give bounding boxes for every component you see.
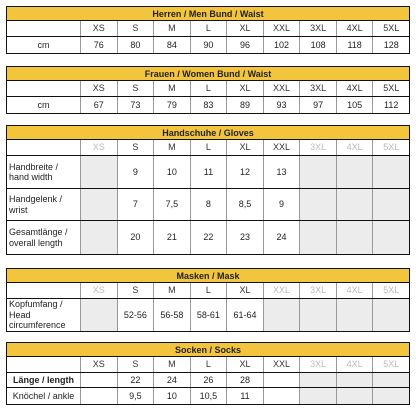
size-label: 5XL	[372, 357, 409, 372]
value-cell	[372, 156, 409, 188]
value-cell	[372, 373, 409, 387]
size-label: 4XL	[336, 21, 373, 36]
size-label: M	[153, 81, 190, 96]
masks-title: Masken / Mask	[7, 269, 409, 283]
size-label: XXL	[263, 21, 300, 36]
size-label: 3XL	[299, 21, 336, 36]
size-label: L	[190, 283, 227, 298]
value-cell: 11	[226, 388, 263, 404]
size-label: S	[117, 140, 154, 155]
value-cell	[372, 189, 409, 220]
value-cell: 97	[299, 97, 336, 113]
value-cell: 12	[226, 156, 263, 188]
value-cell	[299, 373, 336, 387]
size-label: XL	[226, 81, 263, 96]
value-cell: 93	[263, 97, 300, 113]
size-label: XXL	[263, 357, 300, 372]
value-cell	[80, 299, 117, 331]
row-label: cm	[37, 99, 50, 110]
header-blank	[7, 21, 80, 36]
header-blank	[7, 140, 80, 155]
socks-table	[6, 342, 410, 405]
size-label: S	[117, 283, 154, 298]
value-cell: 102	[263, 37, 300, 53]
size-label: XL	[226, 140, 263, 155]
size-label: 4XL	[336, 357, 373, 372]
women-waist-title: Frauen / Women Bund / Waist	[7, 67, 409, 81]
value-cell	[336, 388, 373, 404]
value-cell: 7	[117, 189, 154, 220]
value-cell	[336, 189, 373, 220]
value-cell	[263, 388, 300, 404]
size-header-row	[7, 81, 409, 97]
row-label: Gesamtlänge / overall length	[9, 227, 68, 248]
value-cell	[299, 221, 336, 254]
value-cell: 112	[372, 97, 409, 113]
gloves-table	[6, 125, 410, 255]
value-cell: 118	[336, 37, 373, 53]
value-cell	[299, 189, 336, 220]
value-cell: 128	[372, 37, 409, 53]
size-label: S	[117, 357, 154, 372]
value-cell: 83	[190, 97, 227, 113]
value-cell: 79	[153, 97, 190, 113]
size-label: XL	[226, 21, 263, 36]
size-label: L	[190, 81, 227, 96]
row-label: Kopfumfang / Head circumference	[9, 299, 66, 331]
value-cell	[299, 388, 336, 404]
value-cell: 89	[226, 97, 263, 113]
size-label: XL	[226, 357, 263, 372]
value-cell	[372, 299, 409, 331]
value-cell	[299, 156, 336, 188]
value-cell: 67	[80, 97, 117, 113]
value-cell: 73	[117, 97, 154, 113]
value-cell: 61-64	[226, 299, 263, 331]
size-label: M	[153, 283, 190, 298]
value-cell: 10,5	[190, 388, 227, 404]
size-label: M	[153, 140, 190, 155]
row-label: Handbreite / hand width	[9, 161, 59, 182]
row-label: Knöchel / ankle	[12, 390, 75, 401]
value-cell	[263, 299, 300, 331]
size-label: XS	[80, 21, 117, 36]
masks-head-circumference-row	[7, 299, 409, 331]
value-cell: 13	[263, 156, 300, 188]
header-blank	[7, 81, 80, 96]
value-cell	[80, 373, 117, 387]
value-cell: 96	[226, 37, 263, 53]
value-cell	[336, 299, 373, 331]
value-cell: 84	[153, 37, 190, 53]
size-label: XS	[80, 283, 117, 298]
socks-title: Socken / Socks	[7, 343, 409, 357]
value-cell: 7,5	[153, 189, 190, 220]
size-label: 3XL	[299, 357, 336, 372]
women-cm-row	[7, 97, 409, 113]
size-label: XS	[80, 357, 117, 372]
value-cell: 28	[226, 373, 263, 387]
size-label: 5XL	[372, 140, 409, 155]
header-blank	[7, 283, 80, 298]
row-label: cm	[37, 39, 50, 50]
size-label: 5XL	[372, 283, 409, 298]
size-label: XXL	[263, 140, 300, 155]
size-label: 5XL	[372, 21, 409, 36]
size-label: 4XL	[336, 81, 373, 96]
value-cell: 24	[153, 373, 190, 387]
size-header-row	[7, 140, 409, 156]
value-cell	[299, 299, 336, 331]
value-cell: 10	[153, 388, 190, 404]
value-cell	[263, 373, 300, 387]
size-label: XXL	[263, 81, 300, 96]
value-cell: 8,5	[226, 189, 263, 220]
value-cell	[372, 221, 409, 254]
men-cm-row	[7, 37, 409, 53]
size-header-row	[7, 283, 409, 299]
size-label: 3XL	[299, 140, 336, 155]
row-label: Handgelenk / wrist	[9, 194, 63, 215]
men-waist-title: Herren / Men Bund / Waist	[7, 7, 409, 21]
value-cell: 22	[190, 221, 227, 254]
value-cell: 76	[80, 37, 117, 53]
size-header-row	[7, 21, 409, 37]
value-cell: 9,5	[117, 388, 154, 404]
value-cell: 20	[117, 221, 154, 254]
row-label: Länge / length	[12, 374, 74, 385]
value-cell: 108	[299, 37, 336, 53]
value-cell: 9	[117, 156, 154, 188]
size-label: XXL	[263, 283, 300, 298]
socks-length-row	[7, 373, 409, 388]
gloves-hand-width-row	[7, 156, 409, 189]
size-label: L	[190, 21, 227, 36]
size-label: M	[153, 357, 190, 372]
value-cell: 8	[190, 189, 227, 220]
value-cell: 9	[263, 189, 300, 220]
value-cell: 80	[117, 37, 154, 53]
header-blank	[7, 357, 80, 372]
size-label: 3XL	[299, 81, 336, 96]
masks-table	[6, 268, 410, 332]
size-label: XS	[80, 140, 117, 155]
gloves-wrist-row	[7, 189, 409, 221]
men-waist-table	[6, 6, 410, 54]
value-cell	[336, 373, 373, 387]
size-label: L	[190, 140, 227, 155]
value-cell: 56-58	[153, 299, 190, 331]
size-label: S	[117, 81, 154, 96]
value-cell: 21	[153, 221, 190, 254]
size-label: XL	[226, 283, 263, 298]
value-cell: 11	[190, 156, 227, 188]
value-cell: 23	[226, 221, 263, 254]
value-cell: 24	[263, 221, 300, 254]
size-label: 4XL	[336, 283, 373, 298]
size-label: 5XL	[372, 81, 409, 96]
socks-ankle-row	[7, 388, 409, 404]
value-cell	[336, 221, 373, 254]
gloves-title: Handschuhe / Gloves	[7, 126, 409, 140]
gloves-overall-length-row	[7, 221, 409, 254]
women-waist-table	[6, 66, 410, 114]
value-cell	[80, 189, 117, 220]
value-cell: 58-61	[190, 299, 227, 331]
value-cell	[80, 156, 117, 188]
value-cell: 10	[153, 156, 190, 188]
size-label: S	[117, 21, 154, 36]
value-cell: 26	[190, 373, 227, 387]
value-cell: 90	[190, 37, 227, 53]
size-label: XS	[80, 81, 117, 96]
size-label: 3XL	[299, 283, 336, 298]
value-cell: 105	[336, 97, 373, 113]
value-cell	[336, 156, 373, 188]
value-cell	[80, 221, 117, 254]
size-header-row	[7, 357, 409, 373]
size-label: 4XL	[336, 140, 373, 155]
size-label: M	[153, 21, 190, 36]
value-cell: 52-56	[117, 299, 154, 331]
value-cell	[372, 388, 409, 404]
value-cell	[80, 388, 117, 404]
size-label: L	[190, 357, 227, 372]
value-cell: 22	[117, 373, 154, 387]
